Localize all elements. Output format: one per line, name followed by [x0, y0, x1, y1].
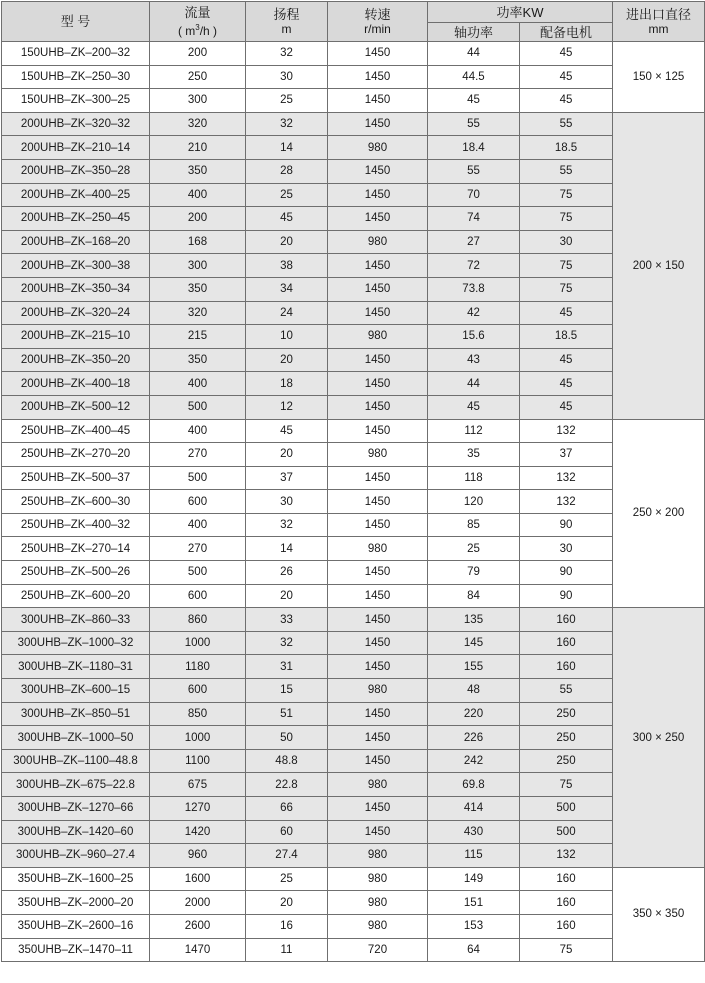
shaft-power-header: 轴功率	[428, 23, 520, 42]
cell-head: 33	[246, 608, 328, 632]
cell-speed: 1450	[328, 277, 428, 301]
cell-motor-power: 132	[520, 844, 613, 868]
cell-motor-power: 132	[520, 490, 613, 514]
cell-flow: 860	[150, 608, 246, 632]
cell-shaft-power: 79	[428, 561, 520, 585]
cell-shaft-power: 45	[428, 395, 520, 419]
cell-model: 300UHB–ZK–675–22.8	[2, 773, 150, 797]
cell-speed: 980	[328, 537, 428, 561]
cell-flow: 1100	[150, 749, 246, 773]
cell-shaft-power: 43	[428, 348, 520, 372]
cell-shaft-power: 15.6	[428, 325, 520, 349]
table-row	[2, 207, 705, 231]
cell-model: 300UHB–ZK–1000–50	[2, 726, 150, 750]
cell-speed: 980	[328, 867, 428, 891]
cell-speed: 1450	[328, 513, 428, 537]
cell-speed: 1450	[328, 207, 428, 231]
cell-flow: 1180	[150, 655, 246, 679]
cell-motor-power: 30	[520, 230, 613, 254]
table-row	[2, 490, 705, 514]
cell-model: 200UHB–ZK–400–25	[2, 183, 150, 207]
table-row	[2, 914, 705, 938]
table-row	[2, 348, 705, 372]
table-row	[2, 112, 705, 136]
pump-spec-table	[1, 1, 705, 962]
cell-model: 300UHB–ZK–1420–60	[2, 820, 150, 844]
cell-model: 350UHB–ZK–2000–20	[2, 891, 150, 915]
table-row	[2, 42, 705, 66]
table-row	[2, 679, 705, 703]
cell-shaft-power: 155	[428, 655, 520, 679]
cell-motor-power: 45	[520, 301, 613, 325]
table-row	[2, 372, 705, 396]
cell-flow: 168	[150, 230, 246, 254]
cell-motor-power: 160	[520, 914, 613, 938]
cell-shaft-power: 153	[428, 914, 520, 938]
cell-flow: 1420	[150, 820, 246, 844]
cell-shaft-power: 25	[428, 537, 520, 561]
cell-motor-power: 55	[520, 112, 613, 136]
cell-speed: 1450	[328, 65, 428, 89]
cell-shaft-power: 85	[428, 513, 520, 537]
table-header	[2, 2, 705, 42]
cell-flow: 350	[150, 159, 246, 183]
table-row	[2, 749, 705, 773]
cell-head: 32	[246, 42, 328, 66]
cell-speed: 1450	[328, 372, 428, 396]
cell-motor-power: 132	[520, 419, 613, 443]
cell-motor-power: 160	[520, 891, 613, 915]
cell-speed: 980	[328, 679, 428, 703]
cell-head: 31	[246, 655, 328, 679]
table-row	[2, 608, 705, 632]
cell-motor-power: 45	[520, 348, 613, 372]
table-row	[2, 443, 705, 467]
cell-head: 16	[246, 914, 328, 938]
table-row	[2, 301, 705, 325]
cell-diameter: 300 × 250	[613, 608, 705, 868]
table-row	[2, 631, 705, 655]
diameter-header: 进出口直径 mm	[613, 2, 705, 42]
cell-speed: 1450	[328, 89, 428, 113]
cell-flow: 500	[150, 395, 246, 419]
cell-head: 45	[246, 419, 328, 443]
cell-shaft-power: 112	[428, 419, 520, 443]
cell-motor-power: 30	[520, 537, 613, 561]
table-row	[2, 820, 705, 844]
cell-diameter: 150 × 125	[613, 42, 705, 113]
table-row	[2, 867, 705, 891]
table-row	[2, 938, 705, 962]
cell-speed: 980	[328, 914, 428, 938]
cell-motor-power: 75	[520, 254, 613, 278]
cell-model: 200UHB–ZK–320–32	[2, 112, 150, 136]
cell-model: 250UHB–ZK–500–26	[2, 561, 150, 585]
cell-head: 14	[246, 136, 328, 160]
cell-model: 300UHB–ZK–600–15	[2, 679, 150, 703]
table-row	[2, 655, 705, 679]
cell-motor-power: 90	[520, 561, 613, 585]
cell-speed: 1450	[328, 42, 428, 66]
cell-flow: 270	[150, 443, 246, 467]
cell-shaft-power: 55	[428, 159, 520, 183]
cell-model: 300UHB–ZK–960–27.4	[2, 844, 150, 868]
table-row	[2, 844, 705, 868]
cell-flow: 2000	[150, 891, 246, 915]
cell-model: 300UHB–ZK–1180–31	[2, 655, 150, 679]
cell-speed: 1450	[328, 419, 428, 443]
cell-head: 25	[246, 867, 328, 891]
table-row	[2, 466, 705, 490]
cell-shaft-power: 44	[428, 372, 520, 396]
model-header: 型 号	[2, 2, 150, 42]
cell-model: 200UHB–ZK–250–45	[2, 207, 150, 231]
cell-model: 300UHB–ZK–1270–66	[2, 797, 150, 821]
cell-motor-power: 90	[520, 513, 613, 537]
cell-head: 11	[246, 938, 328, 962]
cell-model: 200UHB–ZK–320–24	[2, 301, 150, 325]
cell-model: 250UHB–ZK–400–32	[2, 513, 150, 537]
cell-head: 22.8	[246, 773, 328, 797]
cell-shaft-power: 70	[428, 183, 520, 207]
table-row	[2, 395, 705, 419]
cell-motor-power: 45	[520, 42, 613, 66]
cell-shaft-power: 120	[428, 490, 520, 514]
cell-motor-power: 160	[520, 655, 613, 679]
cell-motor-power: 75	[520, 207, 613, 231]
cell-speed: 1450	[328, 301, 428, 325]
cell-model: 250UHB–ZK–600–30	[2, 490, 150, 514]
cell-motor-power: 18.5	[520, 136, 613, 160]
cell-flow: 200	[150, 42, 246, 66]
cell-flow: 1000	[150, 726, 246, 750]
cell-head: 15	[246, 679, 328, 703]
cell-head: 32	[246, 631, 328, 655]
table-row	[2, 773, 705, 797]
cell-shaft-power: 18.4	[428, 136, 520, 160]
cell-shaft-power: 414	[428, 797, 520, 821]
table-row	[2, 89, 705, 113]
cell-motor-power: 132	[520, 466, 613, 490]
cell-head: 32	[246, 112, 328, 136]
cell-head: 26	[246, 561, 328, 585]
cell-head: 27.4	[246, 844, 328, 868]
cell-shaft-power: 44	[428, 42, 520, 66]
cell-speed: 1450	[328, 395, 428, 419]
cell-flow: 400	[150, 419, 246, 443]
cell-model: 250UHB–ZK–400–45	[2, 419, 150, 443]
cell-speed: 1450	[328, 348, 428, 372]
cell-motor-power: 45	[520, 65, 613, 89]
cell-model: 250UHB–ZK–600–20	[2, 584, 150, 608]
table-row	[2, 159, 705, 183]
cell-motor-power: 500	[520, 820, 613, 844]
table-row	[2, 797, 705, 821]
cell-flow: 210	[150, 136, 246, 160]
table-row	[2, 254, 705, 278]
cell-flow: 960	[150, 844, 246, 868]
cell-head: 25	[246, 183, 328, 207]
cell-motor-power: 18.5	[520, 325, 613, 349]
cell-head: 28	[246, 159, 328, 183]
table-body	[2, 42, 705, 962]
cell-flow: 1270	[150, 797, 246, 821]
cell-head: 12	[246, 395, 328, 419]
cell-model: 200UHB–ZK–168–20	[2, 230, 150, 254]
cell-flow: 600	[150, 584, 246, 608]
speed-header: 转速 r/min	[328, 2, 428, 42]
cell-shaft-power: 55	[428, 112, 520, 136]
cell-flow: 200	[150, 207, 246, 231]
flow-header: 流量 ( $m^3/h$ )	[150, 2, 246, 42]
cell-flow: 675	[150, 773, 246, 797]
table-row	[2, 136, 705, 160]
cell-motor-power: 90	[520, 584, 613, 608]
cell-shaft-power: 74	[428, 207, 520, 231]
cell-shaft-power: 73.8	[428, 277, 520, 301]
cell-speed: 1450	[328, 466, 428, 490]
cell-model: 250UHB–ZK–270–14	[2, 537, 150, 561]
cell-motor-power: 160	[520, 867, 613, 891]
cell-model: 200UHB–ZK–350–34	[2, 277, 150, 301]
cell-speed: 1450	[328, 702, 428, 726]
cell-shaft-power: 64	[428, 938, 520, 962]
cell-flow: 1600	[150, 867, 246, 891]
cell-speed: 1450	[328, 254, 428, 278]
cell-model: 250UHB–ZK–500–37	[2, 466, 150, 490]
cell-motor-power: 45	[520, 395, 613, 419]
cell-flow: 300	[150, 254, 246, 278]
cell-speed: 980	[328, 230, 428, 254]
cell-motor-power: 250	[520, 749, 613, 773]
table-row	[2, 325, 705, 349]
cell-motor-power: 75	[520, 277, 613, 301]
cell-flow: 500	[150, 466, 246, 490]
cell-speed: 980	[328, 891, 428, 915]
cell-model: 200UHB–ZK–215–10	[2, 325, 150, 349]
cell-head: 37	[246, 466, 328, 490]
table-row	[2, 537, 705, 561]
table-row	[2, 584, 705, 608]
cell-flow: 400	[150, 183, 246, 207]
cell-speed: 980	[328, 844, 428, 868]
cell-speed: 1450	[328, 490, 428, 514]
cell-motor-power: 75	[520, 773, 613, 797]
table-row	[2, 65, 705, 89]
flow-unit: ( $m^3/h$ )	[177, 22, 218, 38]
cell-head: 34	[246, 277, 328, 301]
cell-head: 20	[246, 443, 328, 467]
cell-flow: 850	[150, 702, 246, 726]
cell-flow: 320	[150, 112, 246, 136]
cell-model: 350UHB–ZK–2600–16	[2, 914, 150, 938]
cell-model: 150UHB–ZK–300–25	[2, 89, 150, 113]
cell-motor-power: 160	[520, 631, 613, 655]
cell-model: 200UHB–ZK–350–28	[2, 159, 150, 183]
cell-speed: 1450	[328, 655, 428, 679]
cell-motor-power: 75	[520, 938, 613, 962]
cell-flow: 600	[150, 490, 246, 514]
table-row	[2, 277, 705, 301]
cell-head: 50	[246, 726, 328, 750]
cell-flow: 400	[150, 372, 246, 396]
cell-shaft-power: 151	[428, 891, 520, 915]
cell-model: 200UHB–ZK–400–18	[2, 372, 150, 396]
cell-flow: 270	[150, 537, 246, 561]
cell-head: 60	[246, 820, 328, 844]
cell-model: 200UHB–ZK–500–12	[2, 395, 150, 419]
cell-diameter: 250 × 200	[613, 419, 705, 608]
cell-shaft-power: 42	[428, 301, 520, 325]
cell-speed: 980	[328, 325, 428, 349]
cell-motor-power: 37	[520, 443, 613, 467]
cell-head: 25	[246, 89, 328, 113]
cell-head: 48.8	[246, 749, 328, 773]
cell-speed: 980	[328, 136, 428, 160]
cell-shaft-power: 72	[428, 254, 520, 278]
cell-flow: 500	[150, 561, 246, 585]
cell-shaft-power: 35	[428, 443, 520, 467]
cell-speed: 980	[328, 773, 428, 797]
cell-diameter: 200 × 150	[613, 112, 705, 419]
cell-model: 200UHB–ZK–300–38	[2, 254, 150, 278]
cell-motor-power: 250	[520, 702, 613, 726]
table-row	[2, 561, 705, 585]
cell-head: 45	[246, 207, 328, 231]
cell-flow: 350	[150, 277, 246, 301]
table-row	[2, 183, 705, 207]
motor-power-header: 配备电机	[520, 23, 613, 42]
cell-head: 30	[246, 65, 328, 89]
cell-model: 300UHB–ZK–1000–32	[2, 631, 150, 655]
cell-shaft-power: 69.8	[428, 773, 520, 797]
cell-shaft-power: 44.5	[428, 65, 520, 89]
cell-head: 20	[246, 348, 328, 372]
cell-flow: 350	[150, 348, 246, 372]
cell-head: 38	[246, 254, 328, 278]
cell-motor-power: 45	[520, 372, 613, 396]
cell-shaft-power: 145	[428, 631, 520, 655]
cell-model: 200UHB–ZK–210–14	[2, 136, 150, 160]
cell-diameter: 350 × 350	[613, 867, 705, 961]
cell-model: 300UHB–ZK–860–33	[2, 608, 150, 632]
cell-model: 250UHB–ZK–270–20	[2, 443, 150, 467]
cell-speed: 1450	[328, 631, 428, 655]
cell-shaft-power: 118	[428, 466, 520, 490]
head-header: 扬程 m	[246, 2, 328, 42]
cell-shaft-power: 220	[428, 702, 520, 726]
cell-head: 14	[246, 537, 328, 561]
cell-head: 51	[246, 702, 328, 726]
cell-flow: 1470	[150, 938, 246, 962]
cell-flow: 1000	[150, 631, 246, 655]
cell-model: 300UHB–ZK–1100–48.8	[2, 749, 150, 773]
cell-shaft-power: 27	[428, 230, 520, 254]
cell-shaft-power: 430	[428, 820, 520, 844]
cell-motor-power: 55	[520, 159, 613, 183]
cell-model: 150UHB–ZK–250–30	[2, 65, 150, 89]
cell-shaft-power: 48	[428, 679, 520, 703]
cell-motor-power: 160	[520, 608, 613, 632]
cell-speed: 1450	[328, 561, 428, 585]
cell-speed: 1450	[328, 726, 428, 750]
cell-flow: 600	[150, 679, 246, 703]
cell-shaft-power: 226	[428, 726, 520, 750]
cell-shaft-power: 149	[428, 867, 520, 891]
cell-shaft-power: 45	[428, 89, 520, 113]
cell-head: 24	[246, 301, 328, 325]
cell-flow: 2600	[150, 914, 246, 938]
cell-head: 10	[246, 325, 328, 349]
cell-flow: 250	[150, 65, 246, 89]
cell-speed: 1450	[328, 584, 428, 608]
cell-head: 20	[246, 891, 328, 915]
cell-shaft-power: 242	[428, 749, 520, 773]
power-header: 功率KW	[428, 2, 613, 23]
cell-speed: 980	[328, 443, 428, 467]
cell-flow: 300	[150, 89, 246, 113]
cell-model: 350UHB–ZK–1470–11	[2, 938, 150, 962]
cell-motor-power: 500	[520, 797, 613, 821]
cell-head: 18	[246, 372, 328, 396]
cell-head: 20	[246, 230, 328, 254]
cell-speed: 720	[328, 938, 428, 962]
table-row	[2, 891, 705, 915]
cell-head: 32	[246, 513, 328, 537]
cell-flow: 215	[150, 325, 246, 349]
cell-flow: 320	[150, 301, 246, 325]
cell-speed: 1450	[328, 183, 428, 207]
cell-head: 30	[246, 490, 328, 514]
cell-model: 150UHB–ZK–200–32	[2, 42, 150, 66]
cell-motor-power: 75	[520, 183, 613, 207]
table-row	[2, 513, 705, 537]
cell-model: 200UHB–ZK–350–20	[2, 348, 150, 372]
cell-motor-power: 45	[520, 89, 613, 113]
cell-shaft-power: 115	[428, 844, 520, 868]
cell-speed: 1450	[328, 797, 428, 821]
cell-speed: 1450	[328, 608, 428, 632]
cell-flow: 400	[150, 513, 246, 537]
cell-head: 20	[246, 584, 328, 608]
table-row	[2, 419, 705, 443]
cell-speed: 1450	[328, 749, 428, 773]
cell-motor-power: 55	[520, 679, 613, 703]
cell-shaft-power: 135	[428, 608, 520, 632]
cell-speed: 1450	[328, 112, 428, 136]
cell-speed: 1450	[328, 159, 428, 183]
table-row	[2, 726, 705, 750]
cell-motor-power: 250	[520, 726, 613, 750]
cell-model: 350UHB–ZK–1600–25	[2, 867, 150, 891]
table-row	[2, 230, 705, 254]
cell-model: 300UHB–ZK–850–51	[2, 702, 150, 726]
cell-speed: 1450	[328, 820, 428, 844]
table-row	[2, 702, 705, 726]
cell-head: 66	[246, 797, 328, 821]
cell-shaft-power: 84	[428, 584, 520, 608]
